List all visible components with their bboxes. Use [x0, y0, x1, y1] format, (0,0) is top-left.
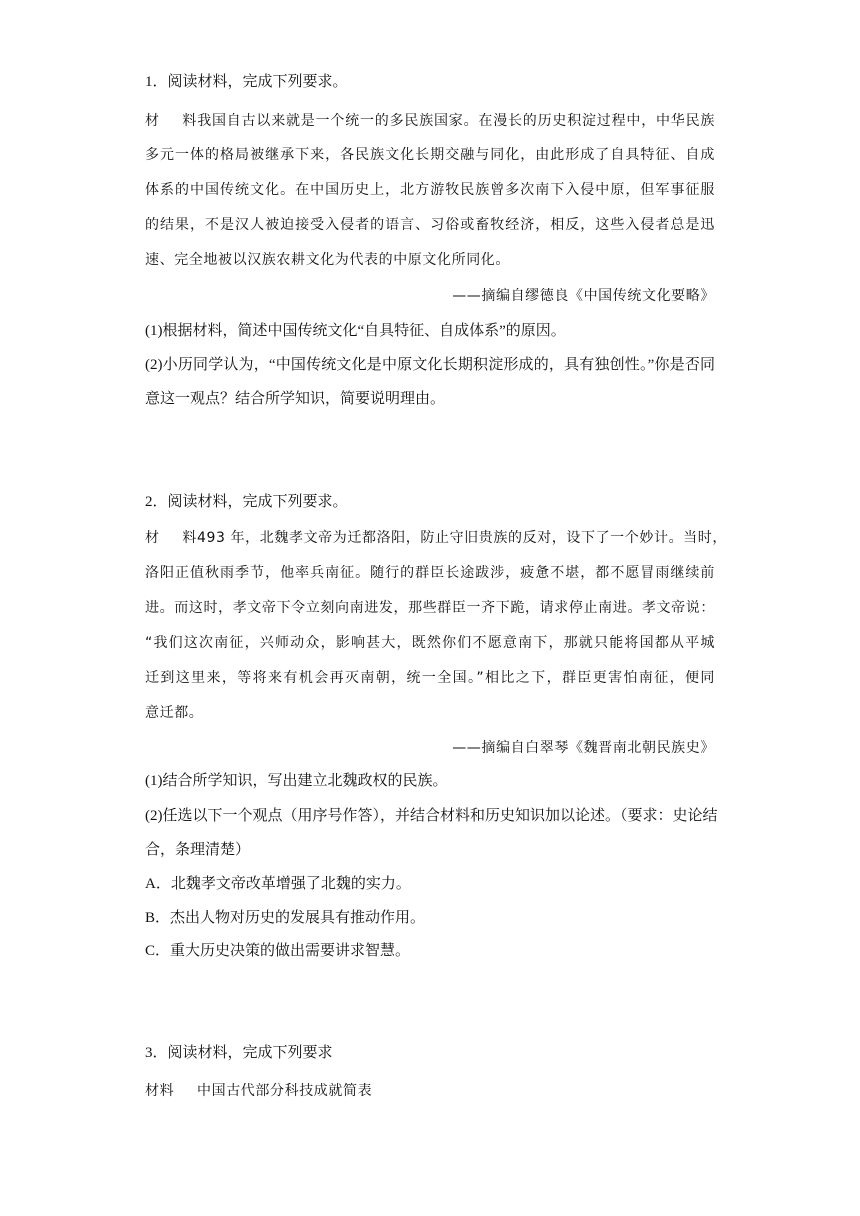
- q2-material-line-5: 迁到这里来，等将来有机会再灭南朝，统一全国。”相比之下，群臣更害怕南征，便同: [145, 670, 715, 686]
- q3-material-line: 材料 中国古代部分科技成就简表: [145, 1083, 373, 1099]
- q2-material-line-1: 材料493 年，北魏孝文帝为迁都洛阳，防止守旧贵族的反对，设下了一个妙计。当时，: [145, 530, 727, 546]
- q1-sub-question-2-line-1: (2)小历同学认为，“中国传统文化是中原文化长期积淀形成的，具有独创性。”你是否同: [145, 357, 715, 373]
- material-tag: 材料: [145, 530, 197, 546]
- q1-material-line-2: 多元一体的格局被继承下来，各民族文化长期交融与同化，由此形成了自具特征、自成: [145, 147, 715, 163]
- q2-material-line-4: “我们这次南征，兴师动众，影响甚大，既然你们不愿意南下，那就只能将国都从平城: [145, 635, 715, 651]
- q1-sub-question-1: (1)根据材料，简述中国传统文化“自具特征、自成体系”的原因。: [145, 323, 566, 339]
- material-tag: 材料: [145, 113, 197, 129]
- q1-source-citation: ——摘编自缪德良《中国传统文化要略》: [452, 288, 715, 304]
- material-tag: 材料: [145, 1083, 175, 1099]
- question-2-heading: 2．阅读材料，完成下列要求。: [145, 494, 348, 510]
- q2-option-c: C．重大历史决策的做出需要讲求智慧。: [145, 943, 411, 959]
- q2-option-b: B．杰出人物对历史的发展具有推动作用。: [145, 910, 426, 926]
- q1-material-line-1: 材料我国自古以来就是一个统一的多民族国家。在漫长的历史积淀过程中，中华民族: [145, 113, 715, 129]
- q1-material-line-3: 体系的中国传统文化。在中国历史上，北方游牧民族曾多次南下入侵中原，但军事征服: [145, 182, 715, 198]
- q2-source-citation: ——摘编自白翠琴《魏晋南北朝民族史》: [452, 740, 715, 756]
- question-3-heading: 3．阅读材料，完成下列要求: [145, 1045, 333, 1061]
- q2-option-a: A．北魏孝文帝改革增强了北魏的实力。: [145, 876, 411, 892]
- q2-sub-question-1: (1)结合所学知识，写出建立北魏政权的民族。: [145, 773, 448, 789]
- q1-sub-question-2-line-2: 意这一观点？结合所学知识，简要说明理由。: [145, 391, 446, 407]
- q1-material-line-5: 速、完全地被以汉族农耕文化为代表的中原文化所同化。: [145, 252, 510, 268]
- q2-sub-question-2-line-2: 合，条理清楚）: [145, 842, 251, 858]
- q2-material-line-3: 进。而这时，孝文帝下令立刻向南进发，那些群臣一齐下跪，请求停止南进。孝文帝说：: [145, 600, 715, 616]
- q1-material-line-4: 的结果，不是汉人被迫接受入侵者的语言、习俗或畜牧经济，相反，这些入侵者总是迅: [145, 217, 715, 233]
- q2-sub-question-2-line-1: (2)任选以下一个观点（用序号作答），并结合材料和历史知识加以论述。（要求：史论结: [145, 808, 718, 824]
- q2-material-line-6: 意迁都。: [145, 705, 204, 721]
- question-1-heading: 1．阅读材料，完成下列要求。: [145, 74, 348, 90]
- q2-material-line-2: 洛阳正值秋雨季节，他率兵南征。随行的群臣长途跋涉，疲惫不堪，都不愿冒雨继续前: [145, 565, 715, 581]
